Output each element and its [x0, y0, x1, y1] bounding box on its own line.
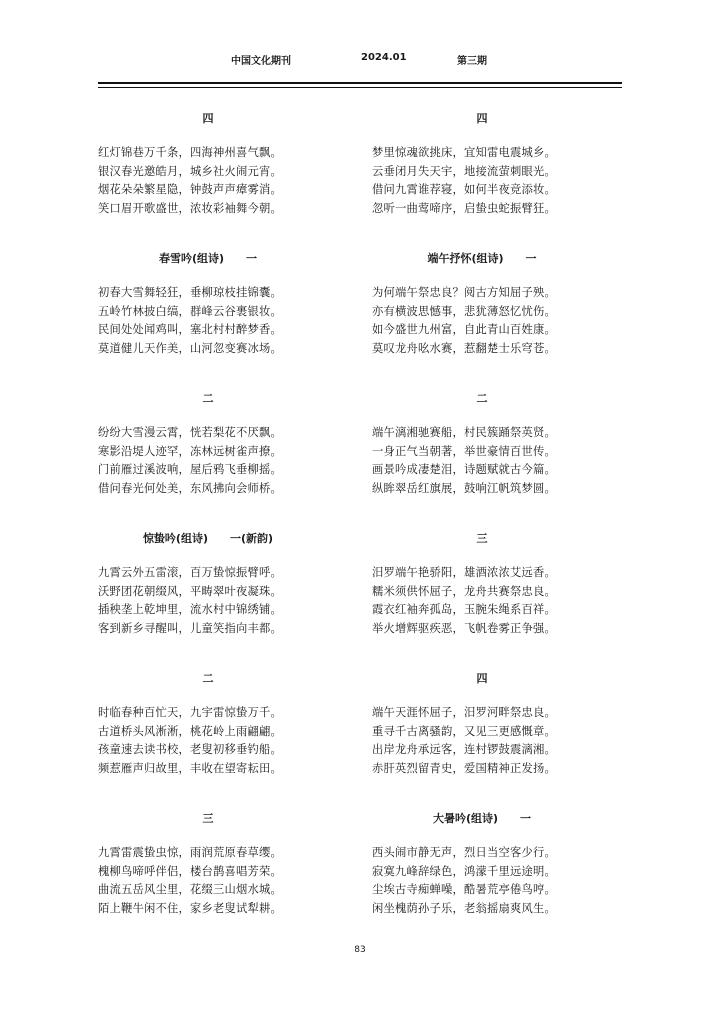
poem-line: 糯米须供怀屈子，龙舟共赛祭忠良。 — [372, 584, 556, 598]
page-number: 83 — [354, 945, 366, 955]
poem-line: 客到新乡寻醒叫，儿童笑指向丰都。 — [98, 621, 282, 635]
poem-heading — [372, 248, 592, 270]
poem-line: 笑口眉开歌盛世，浓妆彩袖舞今朝。 — [98, 201, 282, 215]
poem-title: 四 — [476, 672, 488, 685]
poem-line: 如今盛世九州富，自此青山百姓康。 — [372, 323, 556, 336]
journal-title: 中国文化期刊 — [231, 56, 291, 67]
poem-line: 九霄雷震蛰虫惊，雨润荒原春草缨。 — [98, 846, 282, 859]
poem-line: 端午漓湘驰赛船，村民簇踊祭英贤。 — [372, 426, 556, 439]
poem-line: 莫道健儿天作美，山河忽变赛冰场。 — [98, 341, 282, 355]
poem-title: 四 — [202, 112, 214, 125]
poem-line: 古道桥头风淅淅，桃花岭上雨翩翩。 — [98, 724, 282, 738]
poem-line: 画景吟成凄楚泪，诗题赋就古今篇。 — [372, 463, 556, 476]
poem-line: 沃野团花朝缀风，平畴翠叶夜凝珠。 — [98, 584, 282, 598]
poem-title: 端午抒怀(组诗) — [427, 252, 504, 265]
poem-part-number: 一(新韵) — [230, 532, 274, 545]
poem-line: 汨罗端午艳骄阳，雄酒浓浓艾远香。 — [372, 566, 556, 579]
poem-line: 初春大雪舞轻狂，垂柳琼枝挂锦囊。 — [98, 286, 282, 299]
poem-body — [372, 704, 592, 778]
poem-heading — [372, 108, 592, 130]
right-column — [372, 108, 592, 948]
poem-line: 槐柳鸟啼呼伴侣，楼台鹊喜唱芳荣。 — [98, 864, 282, 878]
poem-title: 二 — [202, 392, 214, 405]
poem-body — [98, 704, 318, 778]
poem-heading — [98, 248, 318, 270]
poem-heading — [98, 388, 318, 410]
poem-body — [98, 844, 318, 918]
poem-line: 寒影沿堤人迹罕，冻林远树雀声撩。 — [98, 444, 282, 458]
poem-title: 二 — [202, 672, 214, 685]
poem-body — [372, 424, 592, 498]
poem-heading — [372, 388, 592, 410]
poem-line: 纵眸翠岳红旗展，鼓响江帆筑梦圆。 — [372, 481, 556, 495]
poem-line: 借问九霄谁荐寝，如何半夜竞添妆。 — [372, 183, 556, 196]
poem-line: 银汉春光邀皓月，城乡社火闹元宵。 — [98, 164, 282, 178]
poem-title: 三 — [202, 812, 214, 825]
poem-line: 借问春光何处美，东风拂向会师桥。 — [98, 481, 282, 495]
poem-title: 大暑吟(组诗) — [432, 812, 499, 825]
poem-heading — [372, 668, 592, 690]
poem-line: 端午天涯怀屈子，汨罗河畔祭忠良。 — [372, 706, 556, 719]
poem-body — [372, 564, 592, 638]
poem-body — [372, 284, 592, 358]
poem-body — [98, 564, 318, 638]
poem-part-number: 一 — [525, 252, 537, 265]
poem-line: 忽听一曲莺啼序，启蛰虫蛇振臂狂。 — [372, 201, 556, 215]
poem-heading — [98, 108, 318, 130]
issue-date: 2024.01 — [361, 52, 407, 63]
poem-line: 红灯锦巷万千条，四海神州喜气飘。 — [98, 146, 282, 159]
poem-line: 举火增辉驱疾恶，飞帆卷雾正争强。 — [372, 621, 556, 635]
poem-line: 九霄云外五雷滚，百万蛰惊振臂呼。 — [98, 566, 282, 579]
poem-heading — [98, 808, 318, 830]
poem-line: 时临春种百忙天，九宇雷惊蛰万千。 — [98, 706, 282, 719]
poem-line: 孩童速去读书校，老叟初移垂钓船。 — [98, 743, 282, 756]
poem-line: 一身正气当朝著，举世豪情百世传。 — [372, 444, 556, 458]
poem-line: 频惹雁声归故里，丰收在望寄耘田。 — [98, 761, 282, 775]
poem-body — [98, 144, 318, 218]
poem-title: 三 — [476, 532, 488, 545]
poem-part-number: 一 — [246, 252, 258, 265]
poem-line: 闲坐槐荫孙子乐，老翁摇扇爽风生。 — [372, 901, 556, 915]
poem-line: 门前雁过溪波响，屋后鸦飞垂柳摇。 — [98, 463, 282, 476]
header-rule-thick — [98, 82, 622, 84]
poem-title: 四 — [476, 112, 488, 125]
poem-line: 曲流五岳风尘里，花缀三山烟水城。 — [98, 883, 282, 896]
poem-line: 为何端午祭忠良？阅古方知屈子殃。 — [372, 286, 556, 299]
poem-heading — [372, 528, 592, 550]
poem-heading — [98, 668, 318, 690]
poem-title: 惊蛰吟(组诗) — [142, 532, 208, 545]
poem-body — [98, 424, 318, 498]
poem-line: 纷纷大雪漫云霄，恍若梨花不厌飘。 — [98, 426, 282, 439]
poem-line: 插秧垄上乾坤里，流水村中锦绣铺。 — [98, 603, 282, 616]
poem-line: 霞衣红袖奔孤岛，玉腕朱绳系百祥。 — [372, 603, 556, 616]
poem-title: 春雪吟(组诗) — [158, 252, 225, 265]
poem-line: 云垂闭月失天宇，地接流萤刺眼光。 — [372, 164, 556, 178]
header-rule-thin — [98, 87, 622, 88]
poem-line: 梦里惊魂欲挑床，宜知雷电震城乡。 — [372, 146, 556, 159]
issue-number: 第三期 — [457, 56, 487, 67]
poem-line: 赤肝英烈留青史，爱国精神正发扬。 — [372, 761, 556, 775]
poem-title: 二 — [476, 392, 488, 405]
left-column — [98, 108, 318, 948]
poem-body — [98, 284, 318, 358]
page-header — [0, 52, 720, 70]
poem-line: 烟花朵朵繁星隐，钟鼓声声瘴雾消。 — [98, 183, 282, 196]
poem-line: 亦有横波思憾事，悲犹薄怒忆忧伤。 — [372, 304, 556, 318]
poem-body — [372, 844, 592, 918]
poem-line: 民间处处闻鸡叫，塞北村村醉梦香。 — [98, 323, 282, 336]
poem-line: 陌上鞭牛闲不住，家乡老叟试犁耕。 — [98, 901, 282, 915]
poem-heading — [98, 528, 318, 550]
poem-body — [372, 144, 592, 218]
poem-line: 寂寞九峰辞绿色，鸿濛千里远途明。 — [372, 864, 556, 878]
poem-line: 莫叹龙舟吆水赛，惹翻楚士乐穹苍。 — [372, 341, 556, 355]
poem-part-number: 一 — [520, 812, 532, 825]
poem-line: 西头闹市静无声，烈日当空客少行。 — [372, 846, 556, 859]
poem-line: 五岭竹林披白缟，群峰云谷裹银妆。 — [98, 304, 282, 318]
poem-line: 重寻千古离骚韵，又见三更感慨章。 — [372, 724, 556, 738]
poem-line: 出岸龙舟承远客，连村锣鼓震漓湘。 — [372, 743, 556, 756]
poem-heading — [372, 808, 592, 830]
poem-line: 尘埃古寺痴蝉噪，酷暑荒亭倦鸟哼。 — [372, 883, 556, 896]
